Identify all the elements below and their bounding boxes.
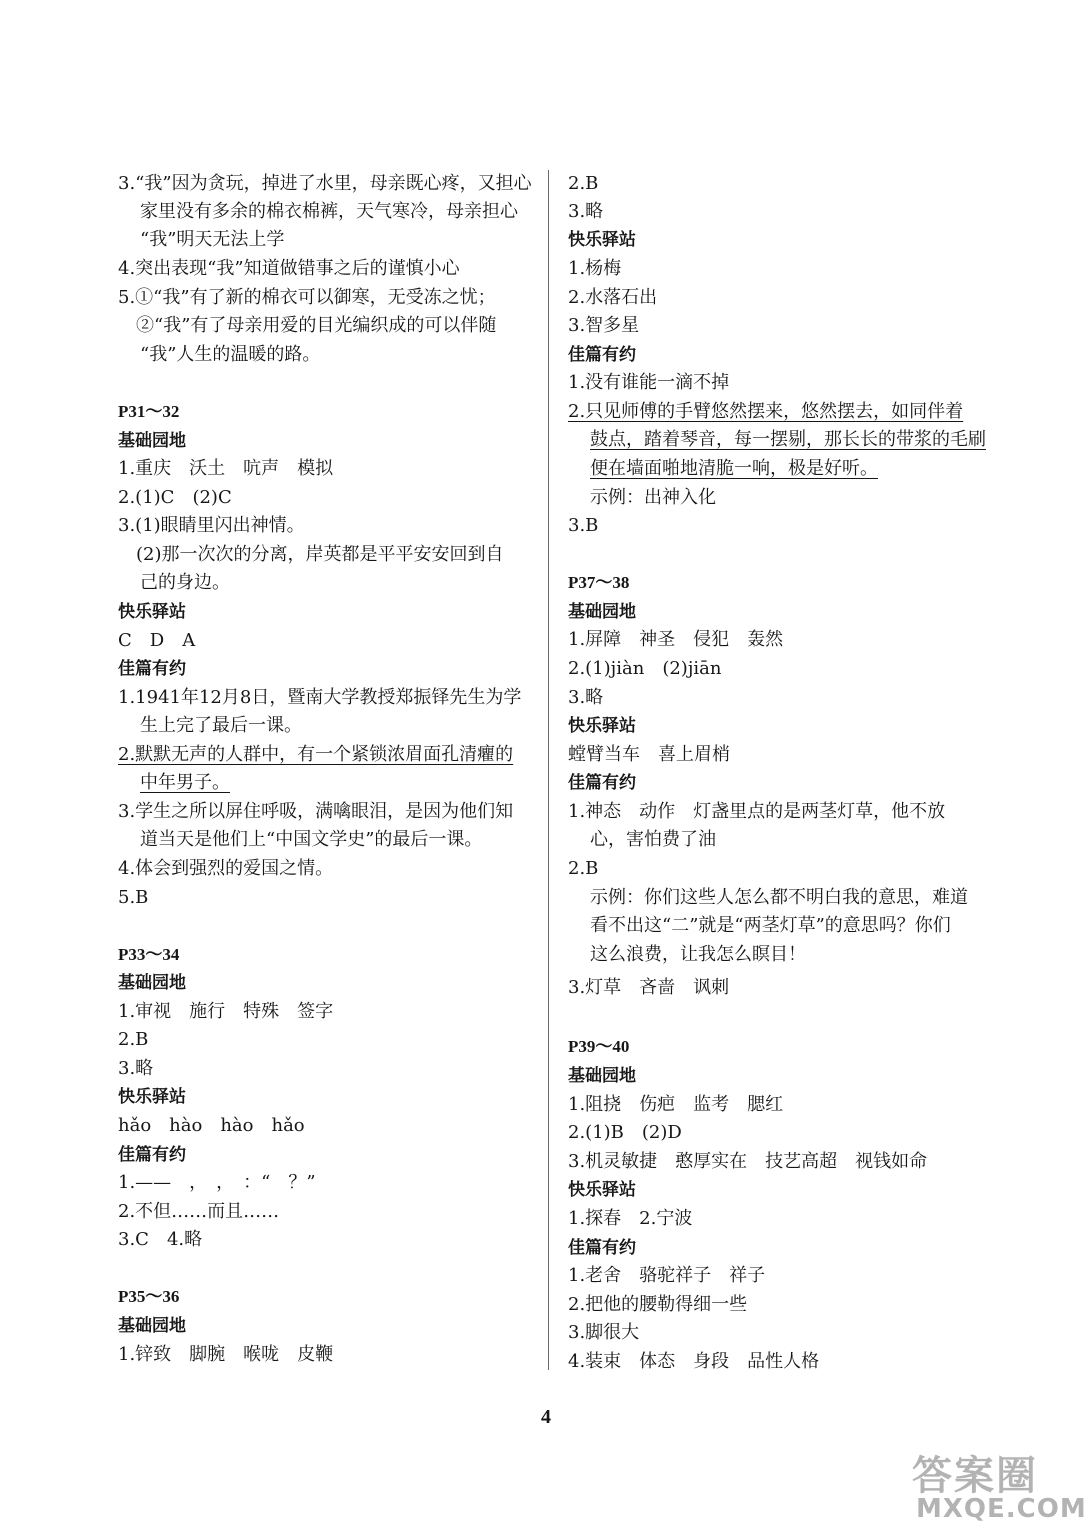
answer-line: (2)那一次次的分离，岸英都是平平安安回到自 bbox=[136, 544, 504, 565]
answer-line: 2.B bbox=[118, 1029, 149, 1050]
answer-line: 道当天是他们上“中国文学史”的最后一课。 bbox=[140, 829, 483, 850]
answer-line: 1.老舍 骆驼祥子 祥子 bbox=[568, 1265, 766, 1286]
page-range-heading: P39～40 bbox=[568, 1037, 630, 1056]
answer-line: C D A bbox=[118, 630, 196, 651]
section-heading: 快乐驿站 bbox=[568, 716, 636, 736]
answer-line: 4.体会到强烈的爱国之情。 bbox=[118, 858, 334, 879]
answer-line: 1.杨梅 bbox=[568, 258, 622, 279]
section-heading: 基础园地 bbox=[118, 1316, 186, 1336]
section-heading: 基础园地 bbox=[568, 1066, 636, 1086]
answer-line: 1.屏障 神圣 侵犯 轰然 bbox=[568, 629, 784, 650]
answer-line: “我”人生的温暖的路。 bbox=[140, 344, 321, 365]
answer-line: 3.略 bbox=[568, 201, 604, 222]
section-heading: 佳篇有约 bbox=[568, 345, 636, 365]
answer-line: 便在墙面啪地清脆一响，极是好听。 bbox=[590, 458, 878, 479]
answer-line: 1.神态 动作 灯盏里点的是两茎灯草，他不放 bbox=[568, 801, 946, 822]
section-heading: 快乐驿站 bbox=[568, 1180, 636, 1200]
answer-line: 1.审视 施行 特殊 签字 bbox=[118, 1001, 334, 1022]
section-heading: 佳篇有约 bbox=[568, 1238, 636, 1258]
answer-line: hǎo hào hào hǎo bbox=[118, 1115, 305, 1136]
site-watermark-logo bbox=[912, 1444, 1087, 1526]
answer-line: 2.水落石出 bbox=[568, 287, 658, 308]
answer-line: 2.B bbox=[568, 858, 599, 879]
answer-line: 2.不但……而且…… bbox=[118, 1201, 280, 1222]
section-heading: 快乐驿站 bbox=[118, 602, 186, 622]
answer-line: 3.灯草 吝啬 讽刺 bbox=[568, 977, 730, 998]
section-heading: 基础园地 bbox=[118, 431, 186, 451]
answer-line: “我”明天无法上学 bbox=[140, 229, 285, 250]
answer-line: 3.脚很大 bbox=[568, 1322, 640, 1343]
answer-line: 1.锌致 脚腕 喉咙 皮鞭 bbox=[118, 1344, 334, 1365]
answer-line: 3.学生之所以屏住呼吸，满噙眼泪，是因为他们知 bbox=[118, 801, 514, 822]
answer-line: 2.(1)C (2)C bbox=[118, 487, 232, 508]
answer-line: 2.(1)jiàn (2)jiān bbox=[568, 658, 722, 679]
answer-line: 螳臂当车 喜上眉梢 bbox=[568, 744, 730, 765]
page-range-heading: P31～32 bbox=[118, 402, 180, 421]
column-divider bbox=[548, 170, 549, 1370]
section-heading: 快乐驿站 bbox=[118, 1087, 186, 1107]
answer-line: 生上完了最后一课。 bbox=[140, 715, 302, 736]
answer-line: 3.C 4.略 bbox=[118, 1229, 203, 1250]
page-number: 4 bbox=[541, 1406, 551, 1428]
answer-line: 4.装束 体态 身段 品性人格 bbox=[568, 1351, 820, 1372]
answer-line: 1.阻挠 伤疤 监考 腮红 bbox=[568, 1094, 784, 1115]
section-heading: 佳篇有约 bbox=[118, 1145, 186, 1165]
answer-line: 家里没有多余的棉衣棉裤，天气寒冷，母亲担心 bbox=[140, 201, 518, 222]
answer-line: 鼓点，踏着琴音，每一摆剔，那长长的带浆的毛刷 bbox=[590, 429, 986, 450]
answer-line: 4.突出表现“我”知道做错事之后的谨慎小心 bbox=[118, 258, 460, 279]
answer-line: 2.B bbox=[568, 173, 599, 194]
section-heading: 佳篇有约 bbox=[118, 659, 186, 679]
answer-line: 心，害怕费了油 bbox=[590, 829, 716, 850]
answer-line: 2.只见师傅的手臂悠然摆来，悠然摆去，如同伴着 bbox=[568, 401, 964, 422]
answer-line: 1.1941年12月8日，暨南大学教授郑振铎先生为学 bbox=[118, 687, 522, 708]
answer-line: 2.默默无声的人群中，有一个紧锁浓眉面孔清癯的 bbox=[118, 744, 514, 765]
watermark-en-text: MXQE.COM bbox=[916, 1494, 1087, 1524]
page-range-heading: P35～36 bbox=[118, 1287, 180, 1306]
section-heading: 佳篇有约 bbox=[568, 773, 636, 793]
answer-line: 1.探春 2.宁波 bbox=[568, 1208, 693, 1229]
answer-line: 5.①“我”有了新的棉衣可以御寒，无受冻之忧； bbox=[118, 287, 496, 308]
answer-line: 示例：你们这些人怎么都不明白我的意思，难道 bbox=[590, 887, 968, 908]
answer-line: 3.(1)眼睛里闪出神情。 bbox=[118, 515, 305, 536]
section-heading: 基础园地 bbox=[118, 973, 186, 993]
answer-line: 这么浪费，让我怎么瞑目！ bbox=[590, 944, 806, 965]
answer-line: 5.B bbox=[118, 887, 149, 908]
answer-line: 1.重庆 沃土 吭声 模拟 bbox=[118, 458, 334, 479]
answer-line: 2.(1)B (2)D bbox=[568, 1122, 682, 1143]
answer-line: 3.“我”因为贪玩，掉进了水里，母亲既心疼，又担心 bbox=[118, 173, 532, 194]
answer-line: 示例：出神入化 bbox=[590, 487, 716, 508]
answer-line: 3.略 bbox=[118, 1058, 154, 1079]
answer-line: 1.—— ， ， ：“ ？” bbox=[118, 1172, 316, 1193]
page-range-heading: P33～34 bbox=[118, 945, 180, 964]
answer-line: 3.机灵敏捷 憨厚实在 技艺高超 视钱如命 bbox=[568, 1151, 928, 1172]
answer-line: 1.没有谁能一滴不掉 bbox=[568, 372, 730, 393]
answer-line: 己的身边。 bbox=[140, 572, 230, 593]
section-heading: 基础园地 bbox=[568, 602, 636, 622]
answer-line: ②“我”有了母亲用爱的目光编织成的可以伴随 bbox=[136, 315, 497, 336]
section-heading: 快乐驿站 bbox=[568, 230, 636, 250]
answer-line: 中年男子。 bbox=[140, 772, 230, 793]
answer-line: 看不出这“二”就是“两茎灯草”的意思吗？你们 bbox=[590, 915, 951, 936]
answer-line: 3.B bbox=[568, 515, 599, 536]
answer-line: 2.把他的腰勒得细一些 bbox=[568, 1294, 748, 1315]
answer-line: 3.略 bbox=[568, 687, 604, 708]
answer-line: 3.智多星 bbox=[568, 315, 640, 336]
page-range-heading: P37～38 bbox=[568, 573, 630, 592]
watermark-cn-text: 答案圈 bbox=[912, 1453, 1038, 1499]
